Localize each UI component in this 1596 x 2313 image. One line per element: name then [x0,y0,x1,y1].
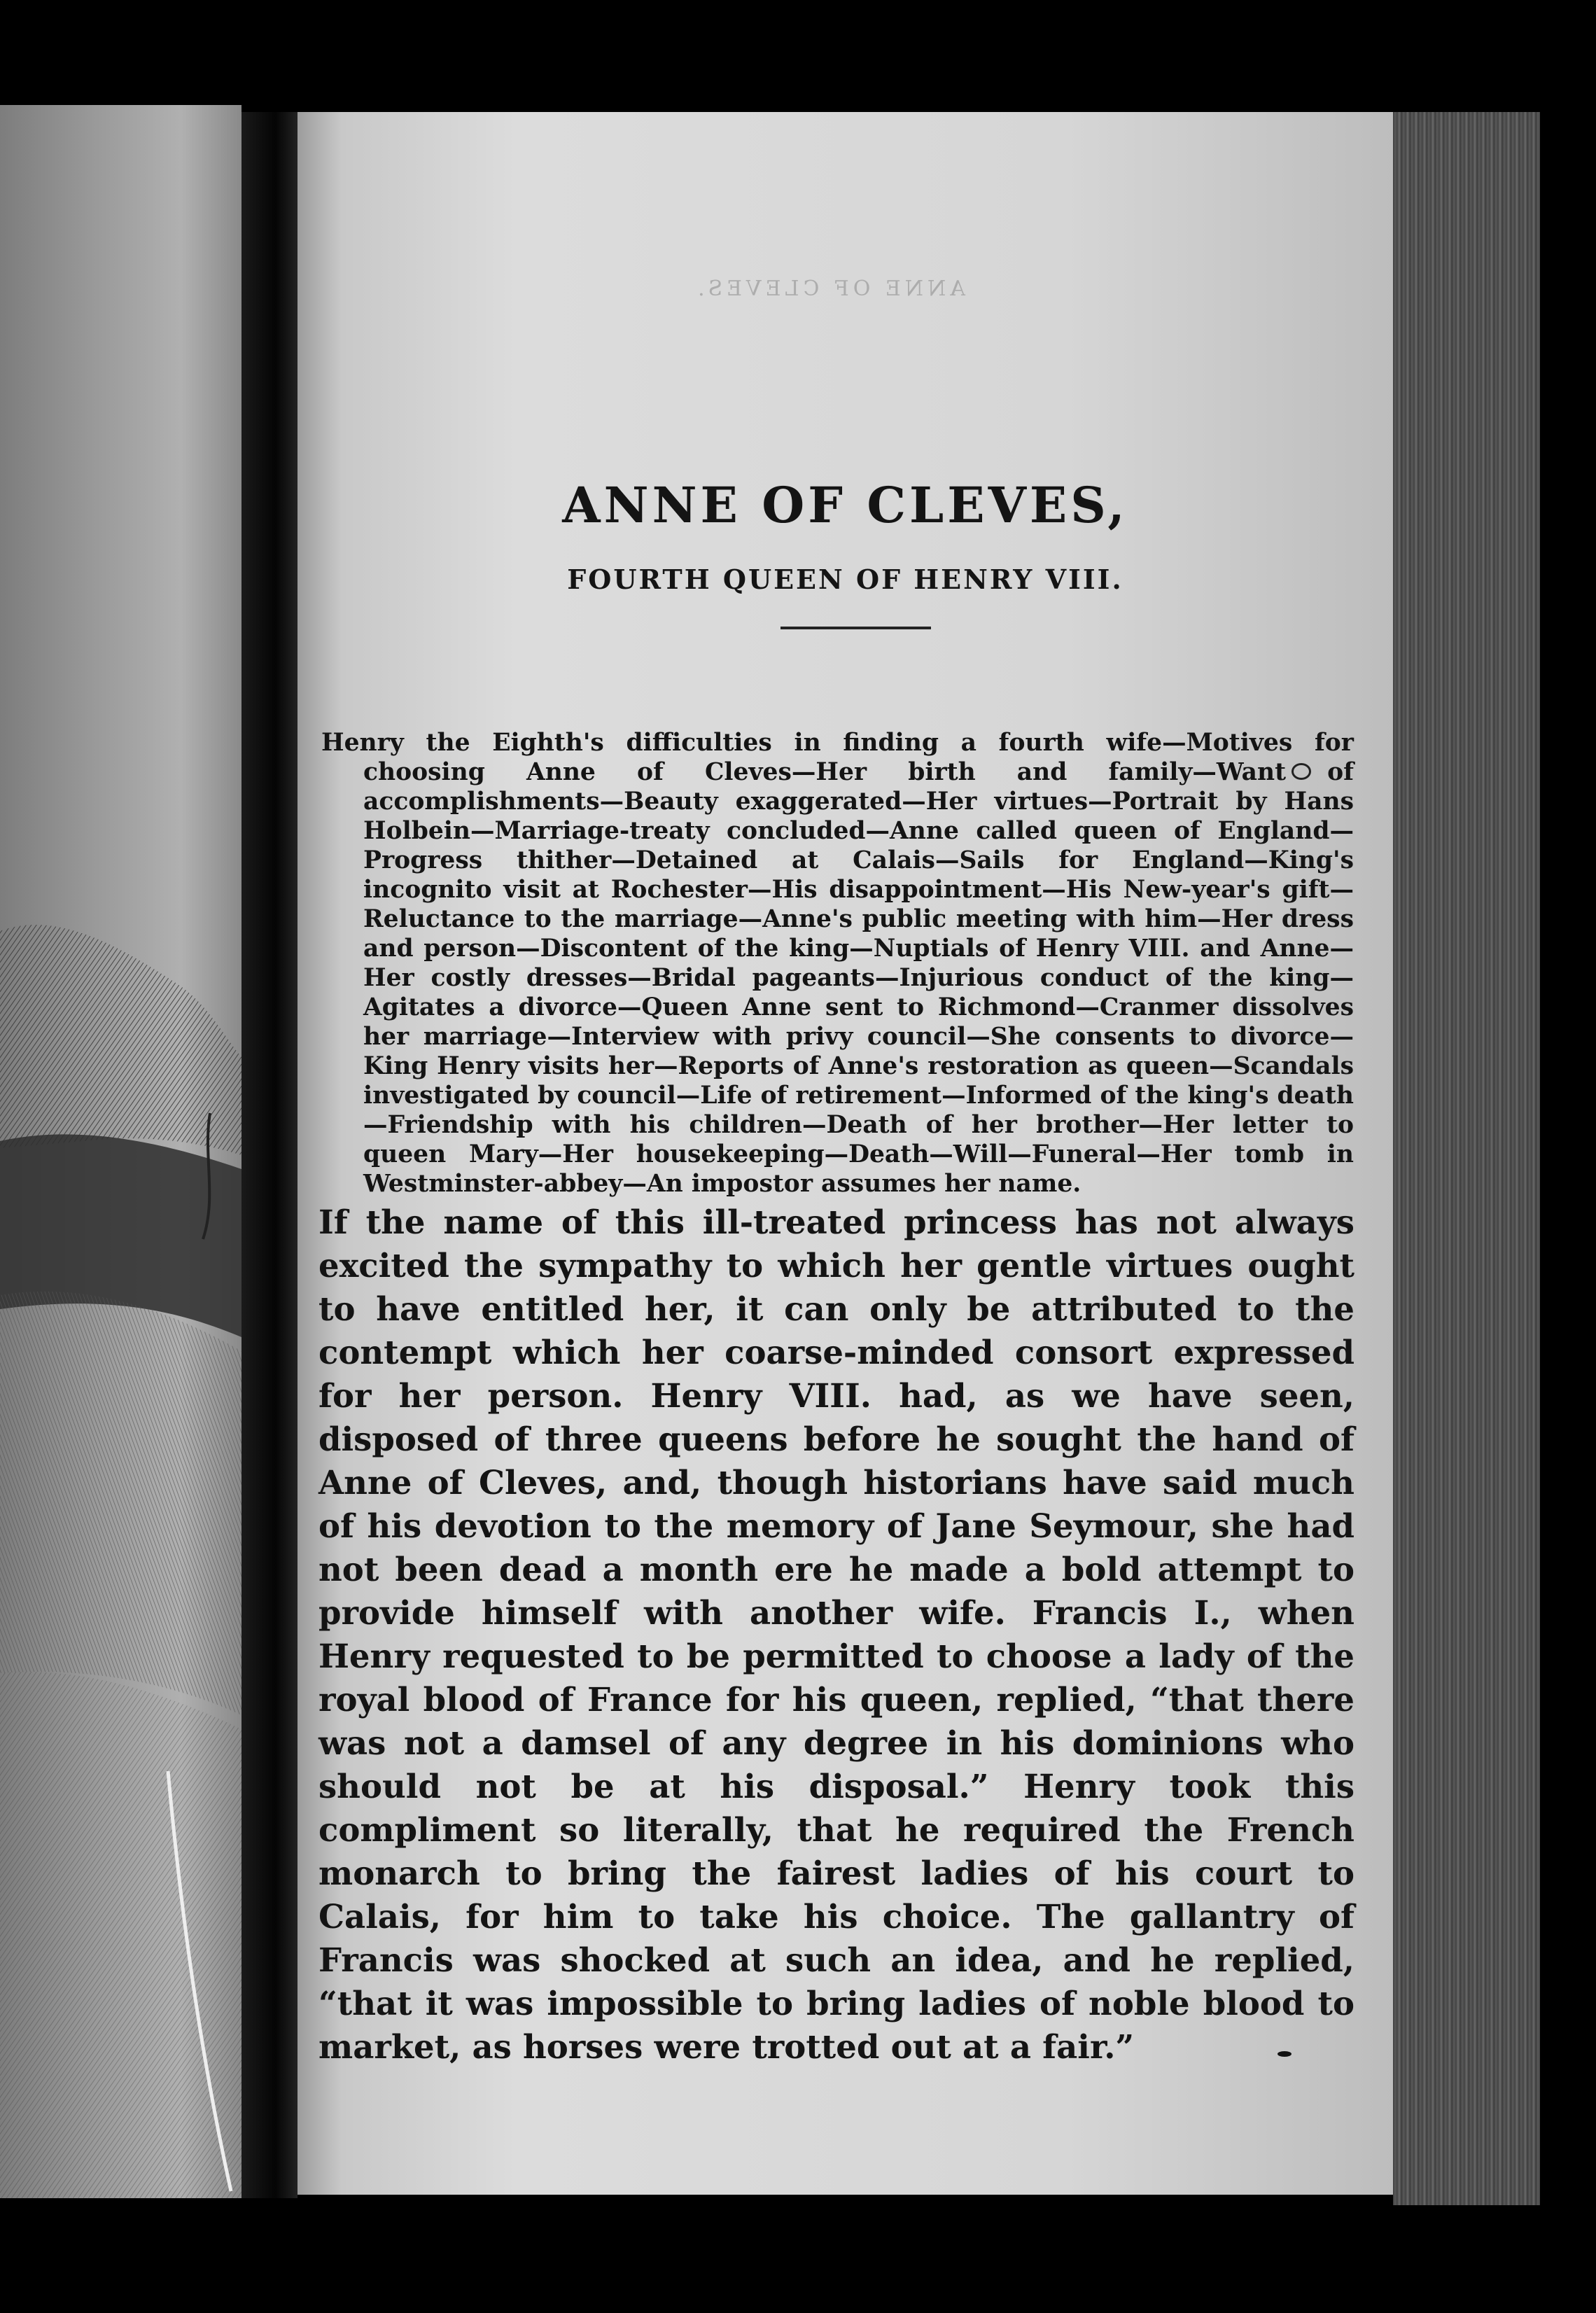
drop-initial: If [318,1203,348,1241]
chapter-subtitle: FOURTH QUEEN OF HENRY VIII. [567,564,1124,595]
ink-speck [1292,763,1311,780]
engraving-illustration [0,105,241,2198]
chapter-summary: Henry the Eighth's difficulties in finding a fourth wife—Motives for choosing Anne of Cleves—Her birth and family—Want of accomplishments—Beauty exaggerated—Her virtues—Portrait by Hans Holbein—Marriage-treaty concluded—Anne called queen of England—Progress thither—Detained at Calais—Sails for England—King's incognito visit at Rochester—His disappointment—His New-year's gift—Reluctance to the marriage—Anne's public meeting with him—Her dress and person—Discontent of the king—Nuptials of Henry VIII. and Anne—Her costly dresses—Bridal pageants—Injurious conduct of the king—Agitates a divorce—Queen Anne sent to Richmond—Cranmer dissolves her marriage—Interview with privy council—She consents to divorce—King Henry visits her—Reports of Anne's restoration as queen—Scandals investigated by council—Life of retirement—Informed of the king's death—Friendship with his children—Death of her brother—Her letter to queen Mary—Her housekeeping—Death—Will—Funeral—Her tomb in Westminster-abbey—An impostor assumes her name. [321,729,1354,1198]
book-gutter [241,112,298,2198]
body-paragraph [318,1201,1354,2069]
page-content [298,112,1393,2195]
bleed-through-header: ANNE OF CLEVES. [694,277,965,301]
book-page [298,112,1393,2195]
chapter-title: ANNE OF CLEVES, [562,476,1128,534]
title-rule [780,627,931,629]
facing-page [0,105,241,2198]
ink-speck [1278,2051,1292,2057]
page-edges [1393,112,1540,2205]
body-text: the name of this ill-treated princess has not always excited the sympathy to which her gentle virtues ought to have entitled her, it can only be attributed to the contempt which her coarse-minded consort expressed for her person. Henry VIII. had, as we have seen, disposed of three queens before he sought the hand of Anne of Cleves, and, though historians have said much of his devotion to the memory of Jane Seymour, she had not been dead a month ere he made a bold attempt to provide himself with another wife. Francis I., when Henry requested to be permitted to choose a lady of the royal blood of France for his queen, replied, “that there was not a damsel of any degree in his dominions who should not be at his disposal.” Henry took this compliment so literally, that he required the French monarch to bring the fairest ladies of his court to Calais, for him to take his choice. The gallantry of Francis was shocked at such an idea, and he replied, “that it was impossible to bring ladies of noble blood to market, as horses were trotted out at a fair.” [318,1203,1354,2066]
scan-border [1540,0,1596,2313]
